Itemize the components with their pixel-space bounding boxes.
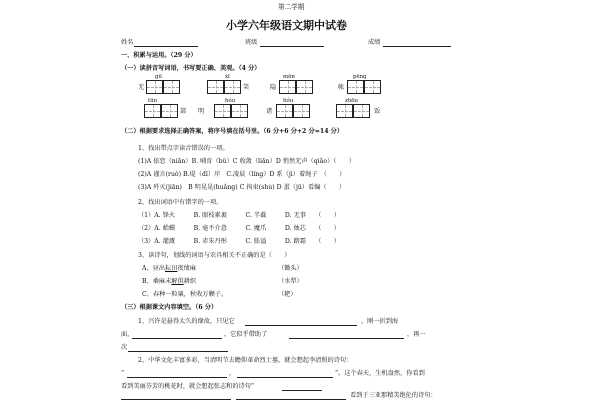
answer-blank[interactable] bbox=[132, 338, 222, 339]
char-box[interactable] bbox=[224, 80, 241, 94]
page-title: 小学六年级语文期中试卷 bbox=[226, 19, 347, 32]
option-line: （3）A. 灌溉 B. 赤朱丹彤 C. 胀溢 D. 踏霜 （ ） bbox=[138, 238, 340, 245]
char-box[interactable] bbox=[276, 104, 293, 118]
char-box[interactable] bbox=[207, 80, 224, 94]
poem-prefix: C、春种一粒粟，秋收万颗子。 bbox=[142, 291, 228, 298]
char-box[interactable] bbox=[279, 80, 296, 94]
char-box[interactable] bbox=[353, 104, 370, 118]
char-box[interactable] bbox=[214, 104, 231, 118]
score-label: 成绩 bbox=[368, 39, 381, 46]
poem-option bbox=[142, 278, 196, 286]
option-line: (2)A 谨言(ruò) B.堤（dī）岸 C.凌晨（líng）D 系（jì）着绳子 （ ） bbox=[138, 171, 346, 178]
class-label: 班级 bbox=[245, 39, 258, 46]
name-label: 姓名 bbox=[121, 39, 134, 46]
name-blank[interactable] bbox=[134, 46, 198, 47]
char-box[interactable] bbox=[161, 104, 178, 118]
q3-heading: （三）根据课文内容填空。（6 分） bbox=[121, 304, 218, 311]
fill-line: ，它似乎借助了 bbox=[224, 331, 268, 338]
word-char: 饭 bbox=[374, 108, 381, 115]
exam-paper bbox=[118, 0, 466, 400]
pinyin-label: pēng bbox=[353, 74, 367, 80]
option-line: （2）A. 蛤蟆 B. 毫不介意 C. 魔爪 D. 烛芯 （ ） bbox=[138, 225, 340, 232]
question-stem: 2、找出词语中有错字的一项。 bbox=[138, 199, 223, 206]
option-line: （1）A. 锋火 B. 眼枝素裹 C. 半截 D. 无事 （ ） bbox=[138, 212, 340, 219]
poem-prefix: B、桑麻未 bbox=[142, 278, 172, 285]
semester-label: 第二学期 bbox=[278, 3, 305, 11]
fill-line: 2、中华文化丰富多彩，当清明节去瞻仰革命烈士墓，就会想起李清照的诗句： bbox=[138, 357, 353, 364]
pinyin-label: zhōu bbox=[345, 98, 359, 104]
pinyin-label: tūn bbox=[148, 98, 158, 104]
poem-underlined: 耘田 bbox=[165, 265, 178, 272]
word-char: 帐 bbox=[338, 84, 345, 91]
fill-line: ，刚一折到海 bbox=[361, 318, 399, 325]
fill-line: 面， bbox=[121, 331, 134, 338]
char-box[interactable] bbox=[364, 80, 381, 94]
poem-option bbox=[142, 265, 196, 273]
q2-heading: （二）根据要求选择正确答案，将序号填在括号里。（6 分+6 分+2 分=14 分） bbox=[121, 128, 344, 135]
word-char: 笑 bbox=[243, 84, 250, 91]
poem-option bbox=[142, 291, 227, 299]
answer-blank[interactable] bbox=[128, 351, 228, 352]
fill-line: ”。这个春天，生机盎然，你看到 bbox=[335, 370, 425, 377]
answer-blank[interactable] bbox=[245, 325, 357, 326]
fill-line: 看到美丽芬芳的桃花时，就会想起张志和的诗句“ bbox=[121, 383, 255, 390]
fill-line: 看到于三亚那精美绝伦的诗句： bbox=[350, 392, 437, 399]
score-blank[interactable] bbox=[383, 46, 451, 47]
answer-blank[interactable] bbox=[127, 377, 227, 378]
char-box[interactable] bbox=[336, 104, 353, 118]
answer-blank[interactable] bbox=[289, 338, 404, 339]
class-blank[interactable] bbox=[260, 46, 324, 47]
pinyin-label: gū bbox=[155, 74, 162, 80]
fill-line: ，再一 bbox=[407, 331, 426, 338]
poem-suffix: 夜绩麻 bbox=[177, 265, 196, 272]
char-box[interactable] bbox=[231, 104, 248, 118]
pinyin-label: mōn bbox=[283, 74, 295, 80]
part1-heading: 一、积累与运用。（29 分） bbox=[121, 52, 197, 59]
question-stem: 3、读诗句，划线的词语与农具相关不正确的是（ ） bbox=[138, 252, 291, 259]
pinyin-label: hóu bbox=[283, 98, 294, 104]
word-char: 明 bbox=[198, 108, 205, 115]
poem-prefix: A、昼出 bbox=[142, 265, 166, 272]
char-box[interactable] bbox=[296, 80, 313, 94]
answer-blank[interactable] bbox=[282, 390, 322, 391]
word-char: 诸 bbox=[266, 108, 273, 115]
option-line: (1)A 依恋（niǎn）B. 哺育（bǔ）C 收敛（liǎn）D 悄然无声（qiǎo）（ ） bbox=[138, 158, 355, 165]
tool-label: （水犁） bbox=[278, 278, 303, 285]
tool-label: （锄头） bbox=[278, 265, 303, 272]
fill-line: ， bbox=[229, 370, 236, 377]
char-box[interactable] bbox=[347, 80, 364, 94]
option-line: (3)A 歼灭(jiān) B 明晃晃(huǎng) C 拘束(shù) D 蛋（jū）看编（ ） bbox=[138, 184, 346, 191]
q1-heading: （一）读拼音写词语，书写要正确、美观。（4 分） bbox=[121, 65, 261, 72]
fill-line: 1、兴许是悬得太久的缘故，只见它 bbox=[138, 318, 235, 325]
char-box[interactable] bbox=[144, 104, 161, 118]
fill-line: “ bbox=[121, 370, 125, 377]
answer-blank[interactable] bbox=[237, 377, 333, 378]
word-char: 隐 bbox=[270, 84, 277, 91]
tool-label: （耙） bbox=[278, 291, 297, 298]
fill-line: 次 bbox=[121, 344, 128, 351]
char-box[interactable] bbox=[146, 80, 163, 94]
question-stem: 1、找出带点字读音错误的一项。 bbox=[138, 145, 229, 152]
char-box[interactable] bbox=[293, 104, 310, 118]
poem-underlined: 解供 bbox=[171, 278, 184, 285]
word-char: 无 bbox=[138, 84, 145, 91]
pinyin-label: xī bbox=[225, 74, 230, 80]
pinyin-label: hóu bbox=[225, 98, 236, 104]
char-box[interactable] bbox=[163, 80, 180, 94]
word-char: 部 bbox=[180, 108, 187, 115]
poem-suffix: 耕织 bbox=[183, 278, 197, 285]
